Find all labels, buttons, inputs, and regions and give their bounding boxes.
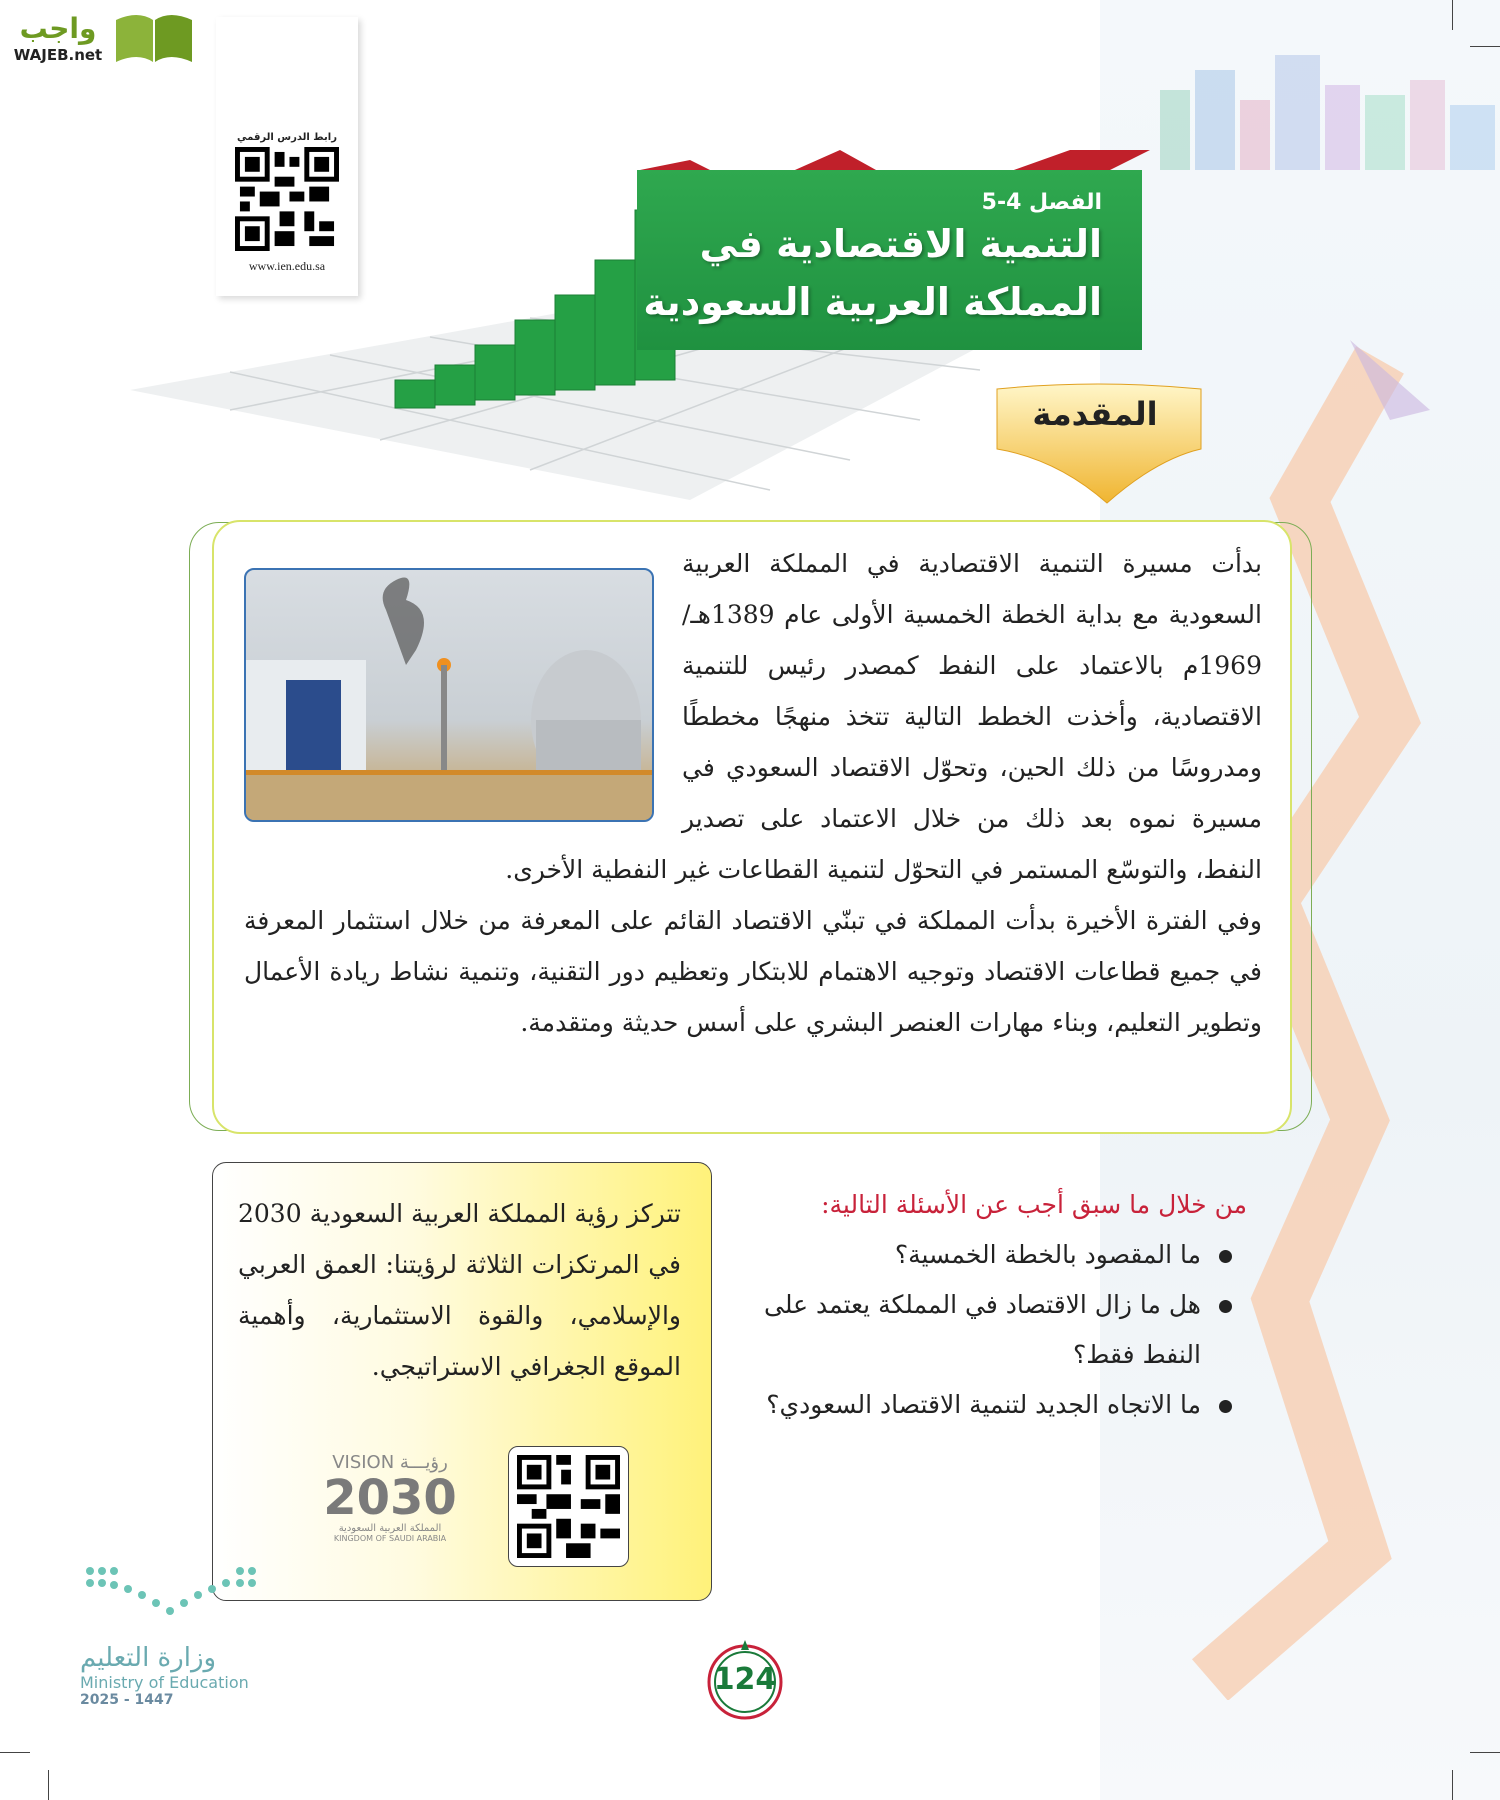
- vision-logo-en: KINGDOM OF SAUDI ARABIA: [333, 1534, 447, 1543]
- question-item: [717, 1380, 1247, 1430]
- vision-2030-logo: [310, 1452, 470, 1556]
- chapter-title-line2: المملكة العربية السعودية: [643, 280, 1102, 324]
- qr-code-icon[interactable]: [235, 147, 339, 251]
- question-item: [717, 1280, 1247, 1380]
- question-text: ما المقصود بالخطة الخمسية؟: [894, 1240, 1201, 1269]
- crop-mark: [48, 1770, 49, 1800]
- ministry-year: 2025 - 1447: [80, 1692, 174, 1708]
- bullet-icon: [1219, 1250, 1232, 1263]
- question-item: [717, 1230, 1247, 1280]
- vision-logo-ar: المملكة العربية السعودية: [338, 1523, 442, 1534]
- vision-text: تتركز رؤية المملكة العربية السعودية 2030 في المرتكزات الثلاثة لرؤيتنا: العمق العربي والإسلامي، والقوة الاستثمارية، وأهمية الموقع الجغرافي الاستراتيجي.: [238, 1199, 681, 1381]
- qr-url[interactable]: www.ien.edu.sa: [248, 259, 326, 273]
- page-number: 124: [713, 1662, 777, 1697]
- vision-qr-code-icon[interactable]: [508, 1446, 629, 1567]
- question-text: هل ما زال الاقتصاد في المملكة يعتمد على النفط فقط؟: [764, 1290, 1201, 1369]
- crop-mark: [1470, 1752, 1500, 1753]
- chapter-title-line1: التنمية الاقتصادية في: [699, 222, 1102, 266]
- chapter-title-banner: [637, 170, 1142, 350]
- ministry-english: Ministry of Education: [80, 1673, 249, 1692]
- qr-label: رابط الدرس الرقمي: [237, 132, 337, 143]
- digital-lesson-qr-card[interactable]: [216, 17, 358, 296]
- intro-paragraph-1: بدأت مسيرة التنمية الاقتصادية في المملكة العربية السعودية مع بداية الخطة الخمسية الأولى عام 1389هـ/ 1969م بالاعتماد على النفط كمصدر رئيس للتنمية الاقتصادية، وأخذت الخطط التالية تتخذ منهجًا مخططًا ومدروسًا من ذلك الحين، وتحوّل الاقتصاد السعودي في مسيرة نموه بعد ذلك من خلال الاعتماد على تصدير النفط، والتوسّع المستمر في التحوّل لتنمية القطاعات غير النفطية الأخرى.: [505, 549, 1262, 884]
- wajeb-logo: [8, 6, 198, 66]
- intro-paragraph-2: وفي الفترة الأخيرة بدأت المملكة في تبنّي الاقتصاد القائم على المعرفة من خلال استثمار المعرفة في جميع قطاعات الاقتصاد وتوجيه الاهتمام للابتكار وتعظيم دور التقنية، وتنمية نشاط ريادة الأعمال وتطوير التعليم، وبناء مهارات العنصر البشري على أسس حديثة ومتقدمة.: [244, 906, 1262, 1037]
- ministry-arabic: وزارة التعليم: [80, 1643, 217, 1673]
- vision-logo-number: 2030: [323, 1470, 457, 1526]
- oil-refinery-photo: [244, 568, 654, 822]
- chapter-number: الفصل 4-5: [981, 190, 1102, 215]
- crop-mark: [1452, 0, 1453, 30]
- ministry-of-education-logo: [80, 1561, 270, 1731]
- question-text: ما الاتجاه الجديد لتنمية الاقتصاد السعودي؟: [766, 1390, 1201, 1419]
- questions-heading: من خلال ما سبق أجب عن الأسئلة التالية:: [821, 1190, 1247, 1219]
- crop-mark: [1452, 1770, 1453, 1800]
- intro-text-box: [212, 520, 1292, 1134]
- svg-text:WAJEB.net: WAJEB.net: [13, 46, 103, 64]
- crop-mark: [1470, 46, 1500, 47]
- bullet-icon: [1219, 1400, 1232, 1413]
- bullet-icon: [1219, 1300, 1232, 1313]
- review-questions: [717, 1180, 1247, 1430]
- vision-logo-top: VISION رؤيـــة: [332, 1452, 448, 1473]
- crop-mark: [0, 1752, 30, 1753]
- intro-heading: المقدمة: [1032, 395, 1158, 433]
- svg-text:واجب: واجب: [19, 12, 97, 45]
- ministry-dots-icon: [80, 1561, 270, 1621]
- city-skyline-decoration: [1160, 40, 1500, 170]
